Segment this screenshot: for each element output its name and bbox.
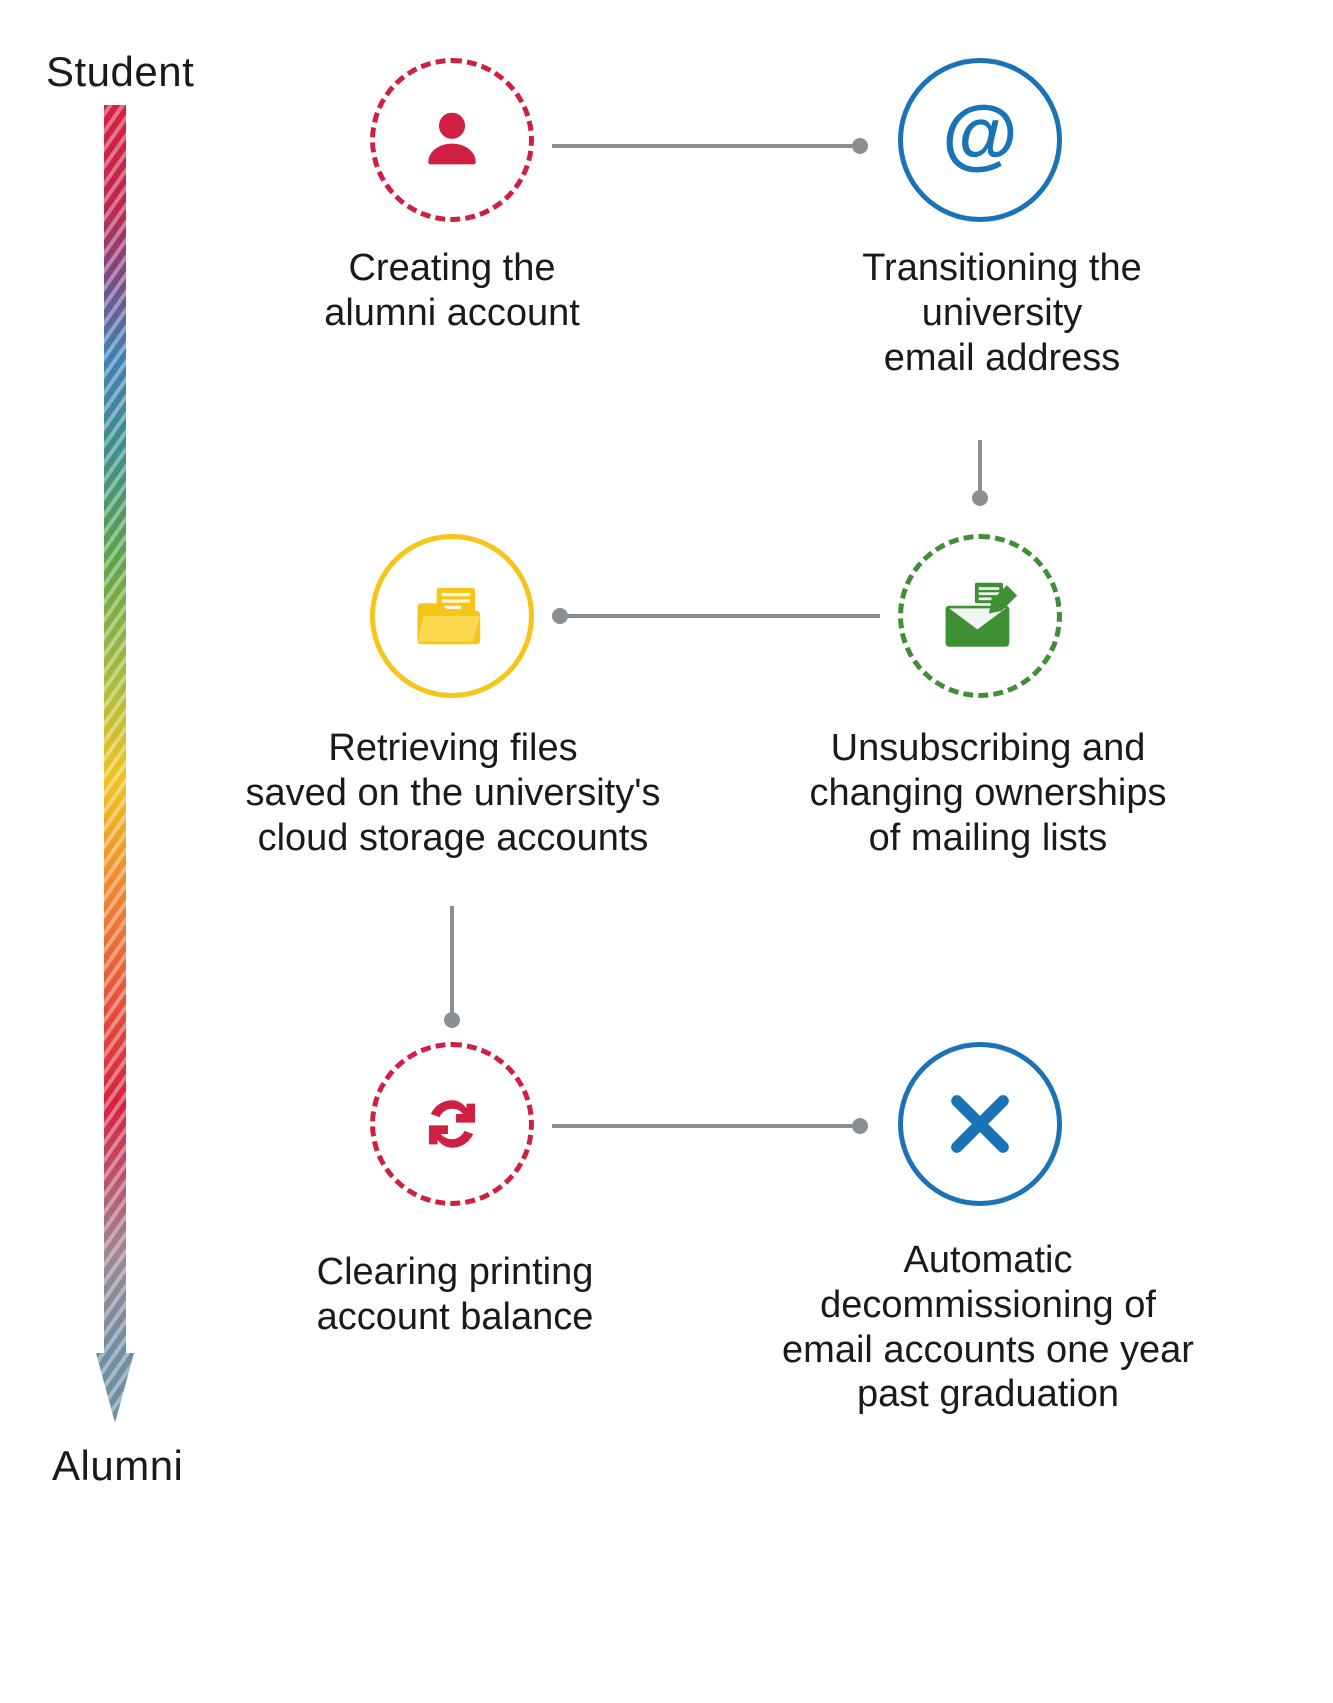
node-circle bbox=[898, 1042, 1062, 1206]
connector-email-to-mailing bbox=[972, 440, 988, 510]
folder-documents-icon bbox=[411, 575, 493, 657]
connector-dot bbox=[972, 490, 988, 506]
node-label-transitioning-email-address: Transitioning the university email address bbox=[862, 247, 1142, 379]
svg-text:@: @ bbox=[942, 94, 1018, 178]
node-label-clearing-printing-balance: Clearing printing account balance bbox=[316, 1251, 594, 1338]
timeline-start-label: Student bbox=[46, 48, 195, 95]
connector-dot bbox=[852, 1118, 868, 1134]
at-sign-icon bbox=[934, 94, 1026, 186]
connector-files-to-printing bbox=[444, 906, 460, 1028]
node-circle bbox=[370, 534, 534, 698]
node-circle bbox=[370, 58, 534, 222]
close-x-icon bbox=[939, 1083, 1021, 1165]
connector-printing-to-decommission bbox=[552, 1118, 872, 1134]
node-label-unsubscribing-mailing-lists: Unsubscribing and changing ownerships of mailing lists bbox=[809, 727, 1167, 859]
node-label-retrieving-files: Retrieving files saved on the university's cloud storage accounts bbox=[245, 727, 661, 859]
connector-files-to-mailing bbox=[552, 608, 882, 624]
node-circle bbox=[370, 1042, 534, 1206]
connector-account-to-email bbox=[552, 138, 872, 154]
node-circle bbox=[898, 58, 1062, 222]
connector-dot bbox=[444, 1012, 460, 1028]
node-circle bbox=[898, 534, 1062, 698]
connector-dot bbox=[552, 608, 568, 624]
timeline-end-label: Alumni bbox=[52, 1442, 184, 1489]
timeline-gradient-arrow bbox=[96, 105, 142, 1425]
mail-edit-icon bbox=[939, 575, 1021, 657]
node-label-creating-alumni-account: Creating the alumni account bbox=[324, 247, 580, 334]
user-icon bbox=[414, 102, 490, 178]
connector-dot bbox=[852, 138, 868, 154]
node-label-automatic-decommissioning: Automatic decommissioning of email accounts one year past graduation bbox=[782, 1239, 1194, 1416]
refresh-sync-icon bbox=[414, 1086, 490, 1162]
